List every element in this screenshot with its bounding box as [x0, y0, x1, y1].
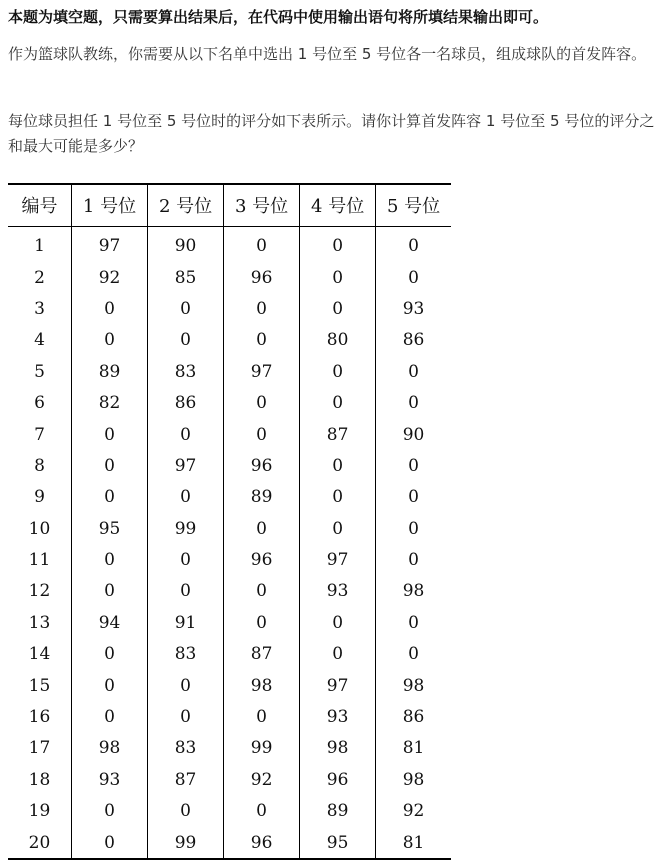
score-cell: 98	[300, 733, 376, 764]
score-cell: 81	[376, 733, 451, 764]
score-cell: 86	[148, 387, 224, 418]
table-row	[8, 325, 451, 356]
score-cell: 89	[72, 356, 148, 387]
score-cell: 99	[148, 513, 224, 544]
score-cell: 95	[300, 827, 376, 859]
question-paragraph-2: 每位球员担任 1 号位至 5 号位时的评分如下表所示。请你计算首发阵容 1 号位至 5 号位的评分之和最大可能是多少？	[8, 112, 655, 155]
score-cell: 0	[148, 796, 224, 827]
question-instruction: 本题为填空题，只需要算出结果后，在代码中使用输出语句将所填结果输出即可。	[8, 8, 549, 26]
table-row	[8, 639, 451, 670]
score-cell: 0	[148, 325, 224, 356]
score-cell: 0	[72, 827, 148, 859]
score-cell: 92	[72, 262, 148, 293]
score-cell: 97	[72, 226, 148, 262]
score-cell: 0	[224, 796, 300, 827]
table-row	[8, 356, 451, 387]
score-cell: 0	[72, 670, 148, 701]
score-cell: 81	[376, 827, 451, 859]
player-id-cell: 18	[28, 769, 51, 790]
table-row	[8, 262, 451, 293]
score-cell: 85	[148, 262, 224, 293]
table-row	[8, 293, 451, 324]
score-cell: 82	[72, 387, 148, 418]
score-cell: 0	[72, 482, 148, 513]
player-id-cell: 12	[28, 581, 51, 602]
player-id-cell: 6	[34, 393, 45, 414]
score-cell: 0	[300, 226, 376, 262]
score-cell: 86	[376, 701, 451, 732]
score-cell: 98	[376, 670, 451, 701]
score-cell: 90	[376, 419, 451, 450]
score-cell: 0	[148, 701, 224, 732]
score-cell: 0	[300, 450, 376, 481]
score-cell: 0	[224, 325, 300, 356]
player-id-cell: 1	[34, 236, 45, 257]
score-cell: 96	[224, 450, 300, 481]
score-cell: 0	[224, 387, 300, 418]
score-cell: 0	[376, 607, 451, 638]
score-cell: 80	[300, 325, 376, 356]
score-cell: 92	[224, 764, 300, 795]
table-row	[8, 670, 451, 701]
score-cell: 0	[300, 387, 376, 418]
player-id-cell: 15	[28, 675, 51, 696]
score-cell: 0	[148, 576, 224, 607]
player-id-cell: 4	[34, 330, 45, 351]
score-cell: 96	[224, 827, 300, 859]
header-player-id: 编号	[8, 184, 72, 226]
score-cell: 90	[148, 226, 224, 262]
score-cell: 83	[148, 733, 224, 764]
score-cell: 89	[300, 796, 376, 827]
table-row	[8, 576, 451, 607]
score-cell: 0	[376, 226, 451, 262]
table-row	[8, 764, 451, 795]
table-row	[8, 701, 451, 732]
score-cell: 91	[148, 607, 224, 638]
score-cell: 97	[300, 670, 376, 701]
score-cell: 96	[224, 544, 300, 575]
score-cell: 0	[224, 513, 300, 544]
table-header-row	[8, 184, 451, 226]
score-cell: 0	[300, 356, 376, 387]
score-cell: 0	[224, 419, 300, 450]
score-cell: 0	[224, 226, 300, 262]
score-cell: 99	[148, 827, 224, 859]
player-id-cell: 13	[28, 612, 51, 633]
score-cell: 0	[300, 262, 376, 293]
score-cell: 0	[72, 701, 148, 732]
score-cell: 0	[72, 796, 148, 827]
table-row	[8, 733, 451, 764]
table-row	[8, 827, 451, 859]
header-position-2: 2 号位	[148, 184, 224, 226]
score-cell: 92	[376, 796, 451, 827]
score-cell: 86	[376, 325, 451, 356]
score-cell: 0	[376, 387, 451, 418]
score-cell: 96	[224, 262, 300, 293]
score-cell: 98	[72, 733, 148, 764]
player-id-cell: 2	[34, 267, 45, 288]
table-row	[8, 796, 451, 827]
table-body	[8, 226, 451, 859]
score-cell: 95	[72, 513, 148, 544]
score-cell: 0	[376, 544, 451, 575]
player-id-cell: 20	[8, 827, 72, 859]
score-cell: 0	[148, 544, 224, 575]
score-cell: 97	[300, 544, 376, 575]
score-cell: 0	[224, 607, 300, 638]
header-position-4: 4 号位	[300, 184, 376, 226]
score-cell: 99	[224, 733, 300, 764]
score-cell: 87	[224, 639, 300, 670]
score-cell: 0	[148, 482, 224, 513]
player-id-cell: 9	[34, 487, 45, 508]
score-cell: 0	[300, 482, 376, 513]
player-id-cell: 14	[28, 644, 51, 665]
score-cell: 0	[376, 262, 451, 293]
score-cell: 97	[224, 356, 300, 387]
header-position-1: 1 号位	[72, 184, 148, 226]
score-cell: 87	[148, 764, 224, 795]
score-cell: 98	[376, 764, 451, 795]
score-cell: 0	[376, 639, 451, 670]
score-cell: 89	[224, 482, 300, 513]
table-row	[8, 482, 451, 513]
score-cell: 0	[72, 293, 148, 324]
score-cell: 0	[148, 419, 224, 450]
score-cell: 0	[376, 450, 451, 481]
score-cell: 96	[300, 764, 376, 795]
score-cell: 0	[300, 293, 376, 324]
score-cell: 93	[300, 576, 376, 607]
score-cell: 83	[148, 356, 224, 387]
table-row	[8, 513, 451, 544]
score-cell: 0	[300, 639, 376, 670]
score-cell: 0	[376, 513, 451, 544]
score-cell: 0	[72, 639, 148, 670]
player-id-cell: 8	[34, 455, 45, 476]
score-cell: 0	[72, 325, 148, 356]
score-cell: 93	[300, 701, 376, 732]
score-cell: 0	[224, 701, 300, 732]
score-cell: 0	[148, 670, 224, 701]
player-id-cell: 5	[34, 361, 45, 382]
score-cell: 94	[72, 607, 148, 638]
player-score-table	[8, 183, 451, 860]
score-cell: 97	[148, 450, 224, 481]
header-position-3: 3 号位	[224, 184, 300, 226]
score-cell: 0	[148, 293, 224, 324]
score-cell: 0	[224, 576, 300, 607]
score-cell: 0	[72, 544, 148, 575]
score-cell: 93	[376, 293, 451, 324]
score-cell: 0	[72, 576, 148, 607]
score-cell: 0	[300, 607, 376, 638]
player-id-cell: 10	[28, 518, 51, 539]
score-cell: 87	[300, 419, 376, 450]
player-id-cell: 7	[34, 424, 45, 445]
table-row	[8, 607, 451, 638]
score-cell: 0	[72, 450, 148, 481]
table-row	[8, 544, 451, 575]
score-cell: 0	[376, 356, 451, 387]
table-row	[8, 226, 451, 262]
score-cell: 0	[72, 419, 148, 450]
score-cell: 83	[148, 639, 224, 670]
score-cell: 98	[224, 670, 300, 701]
table-row	[8, 387, 451, 418]
score-cell: 0	[376, 482, 451, 513]
player-id-cell: 11	[28, 550, 51, 571]
score-cell: 93	[72, 764, 148, 795]
score-cell: 0	[224, 293, 300, 324]
header-position-5: 5 号位	[376, 184, 451, 226]
score-cell: 98	[376, 576, 451, 607]
player-id-cell: 16	[28, 707, 51, 728]
table-row	[8, 419, 451, 450]
player-id-cell: 17	[28, 738, 51, 759]
table-row	[8, 450, 451, 481]
player-id-cell: 19	[28, 801, 51, 822]
question-paragraph-1: 作为篮球队教练，你需要从以下名单中选出 1 号位至 5 号位各一名球员，组成球队的首发阵容。	[8, 45, 647, 63]
score-cell: 0	[300, 513, 376, 544]
player-id-cell: 3	[34, 298, 45, 319]
